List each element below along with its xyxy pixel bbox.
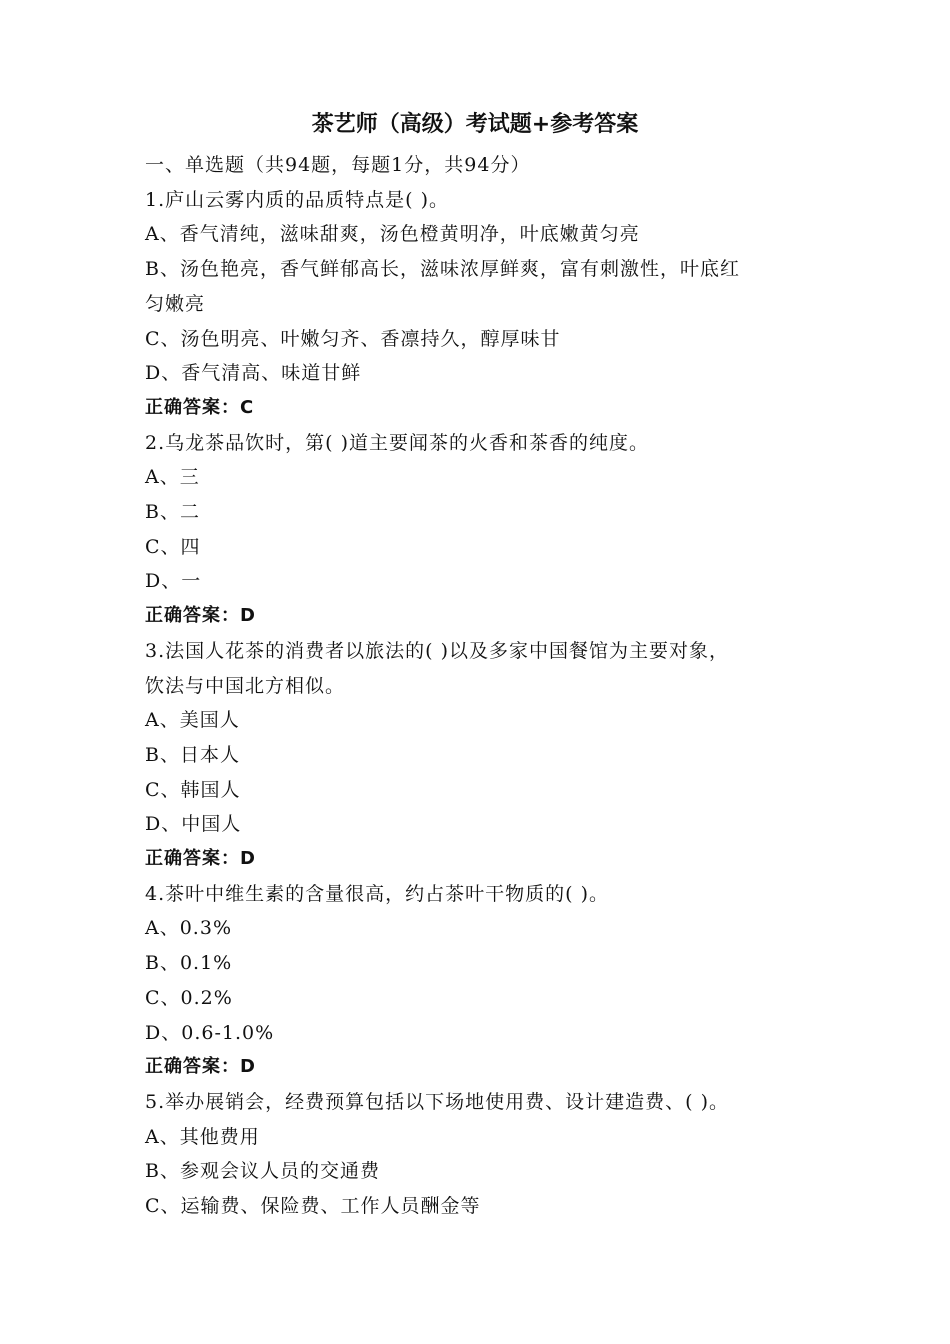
answer-option: D、一 xyxy=(145,570,202,593)
answer-option: 匀嫩亮 xyxy=(145,292,206,315)
answer-option: A、三 xyxy=(145,466,200,489)
correct-answer: 正确答案：C xyxy=(145,396,255,418)
question-stem: 5.举办展销会，经费预算包括以下场地使用费、设计建造费、( )。 xyxy=(145,1090,729,1113)
answer-option: B、参观会议人员的交通费 xyxy=(145,1160,380,1183)
question-stem: 4.茶叶中维生素的含量很高，约占茶叶干物质的( )。 xyxy=(145,882,609,905)
correct-answer: 正确答案：D xyxy=(145,848,256,869)
answer-option: B、日本人 xyxy=(145,743,240,766)
answer-option: D、0.6-1.0% xyxy=(145,1021,275,1044)
question-stem: 饮法与中国北方相似。 xyxy=(145,674,346,697)
answer-option: D、香气清高、味道甘鲜 xyxy=(145,362,362,385)
answer-option: A、0.3% xyxy=(145,917,232,940)
correct-answer: 正确答案：D xyxy=(145,605,256,627)
answer-option: B、0.1% xyxy=(145,952,233,975)
answer-option: C、运输费、保险费、工作人员酬金等 xyxy=(145,1195,481,1217)
answer-option: A、香气清纯，滋味甜爽，汤色橙黄明净，叶底嫩黄匀亮 xyxy=(145,223,640,246)
answer-option: C、四 xyxy=(145,535,201,558)
answer-option: B、二 xyxy=(145,501,200,523)
answer-option: D、中国人 xyxy=(145,813,242,836)
question-stem: 3.法国人花茶的消费者以旅法的( )以及多家中国餐馆为主要对象， xyxy=(145,639,729,662)
answer-option: B、汤色艳亮，香气鲜郁高长，滋味浓厚鲜爽，富有刺激性，叶底红 xyxy=(145,258,740,281)
answer-option: C、汤色明亮、叶嫩匀齐、香凛持久，醇厚味甘 xyxy=(145,327,561,350)
document-title: 茶艺师（高级）考试题+参考答案 xyxy=(311,112,639,137)
section-heading: 一、单选题（共94题，每题1分，共94分） xyxy=(145,154,531,176)
answer-option: A、其他费用 xyxy=(145,1125,260,1148)
question-stem: 1.庐山云雾内质的品质特点是( )。 xyxy=(145,188,449,211)
answer-option: C、0.2% xyxy=(145,986,233,1009)
correct-answer: 正确答案：D xyxy=(145,1056,256,1078)
answer-option: C、韩国人 xyxy=(145,778,241,801)
question-stem: 2.乌龙茶品饮时，第( )道主要闻茶的火香和茶香的纯度。 xyxy=(145,431,649,454)
answer-option: A、美国人 xyxy=(145,709,240,732)
